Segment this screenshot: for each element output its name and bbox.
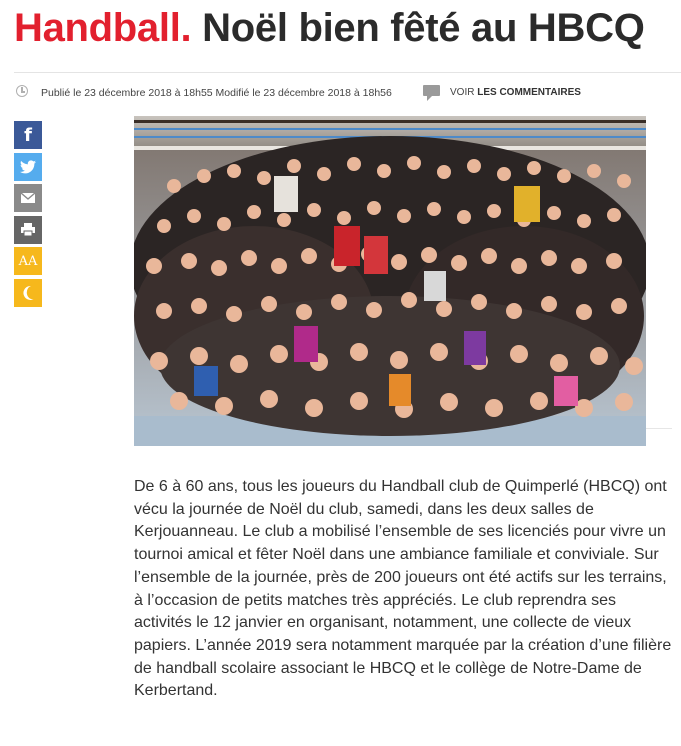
font-size-icon: AA [18, 253, 38, 269]
share-toolbar [14, 121, 42, 310]
print-button[interactable] [14, 216, 42, 244]
twitter-icon [20, 160, 36, 174]
image-divider [646, 428, 672, 429]
twitter-share-button[interactable] [14, 153, 42, 181]
email-icon [21, 193, 35, 203]
comments-link-label: LES COMMENTAIRES [477, 87, 581, 98]
headline-kicker: Handball. [14, 6, 192, 50]
article-photo [134, 116, 646, 446]
comments-link[interactable] [450, 87, 581, 98]
facebook-icon: f [24, 124, 32, 146]
print-icon [21, 223, 35, 236]
publication-dates: Publié le 23 décembre 2018 à 18h55 Modifié le 23 décembre 2018 à 18h56 [41, 87, 392, 99]
article-meta-bar [14, 72, 681, 117]
headline [14, 2, 645, 54]
facebook-share-button[interactable] [14, 121, 42, 149]
headline-title: Noël bien fêté au HBCQ [202, 6, 645, 50]
night-mode-button[interactable] [14, 279, 42, 307]
email-share-button[interactable] [14, 184, 42, 212]
article-body: De 6 à 60 ans, tous les joueurs du Handball club de Quimperlé (HBCQ) ont vécu la journée de Noël du club, samedi, dans les deux salles de Kerjouanneau. Le club a mobilisé l’ensemble de ses licenciés pour vivre un tournoi amical et fêter Noël dans une ambiance familiale et conviviale. Sur l’ensemble de la journée, près de 200 joueurs ont été actifs sur les terrains, à l’occasion de petits matches très appréciés. Le club reprendra ses activités le 12 janvier en organisant, notamment, une collecte de vieux papiers. L’année 2019 sera notamment marquée par la création d’une filière de handball scolaire associant le HBCQ et le collège de Notre-Dame de Kerbertand. [134, 478, 672, 700]
font-size-button[interactable] [14, 247, 42, 275]
night-mode-icon [21, 285, 35, 301]
clock-icon [16, 85, 28, 97]
comments-link-prefix: VOIR [450, 87, 475, 98]
group-photo-image [134, 116, 646, 446]
comment-bubble-icon[interactable] [423, 85, 440, 96]
